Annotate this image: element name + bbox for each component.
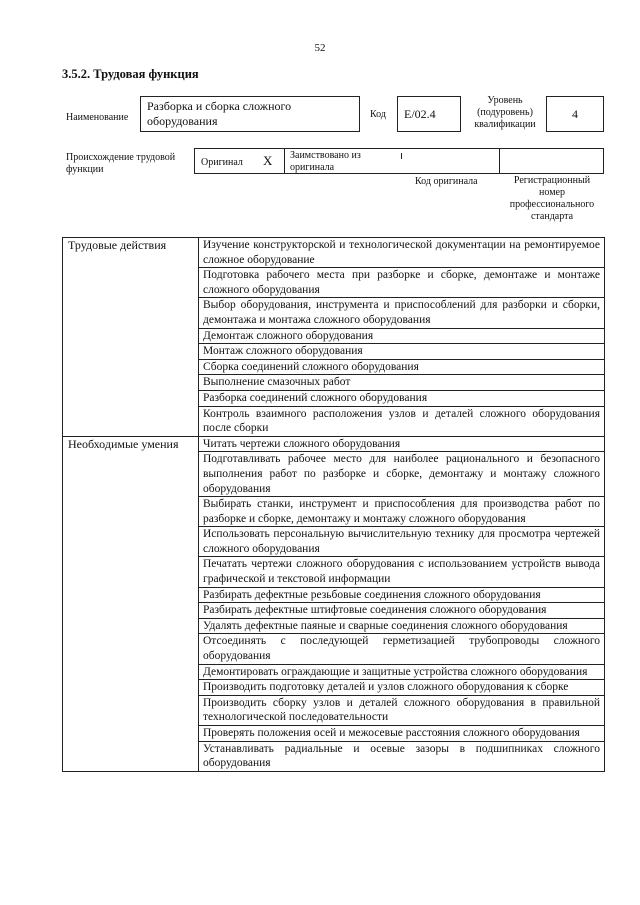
code-value: E/02.4 bbox=[397, 96, 461, 132]
labor-action-item: Монтаж сложного оборудования bbox=[199, 344, 605, 360]
table-row bbox=[63, 238, 605, 268]
origin-table bbox=[194, 148, 604, 174]
skill-category-label: Необходимые умения bbox=[63, 436, 199, 771]
origin-label: Происхождение трудовой функции bbox=[66, 152, 176, 175]
original-mark: X bbox=[263, 153, 273, 168]
labor-function-table bbox=[62, 237, 605, 772]
table-row bbox=[63, 436, 605, 452]
code-label: Код bbox=[370, 109, 386, 120]
skill-item: Демонтировать ограждающие и защитные устройства сложного оборудования bbox=[199, 664, 605, 680]
skill-item: Отсоединять с последующей герметизацией трубопроводы сложного оборудования bbox=[199, 634, 605, 664]
reg-number-label: Регистрационный номер профессионального стандарта bbox=[509, 175, 595, 222]
skill-item: Проверять положения осей и межосевые расстояния сложного оборудования bbox=[199, 726, 605, 742]
name-label: Наименование bbox=[66, 112, 129, 123]
code-original-label: Код оригинала bbox=[415, 176, 478, 187]
level-label: Уровень (подуровень) квалификации bbox=[474, 95, 536, 130]
borrowed-label: Заимствовано из оригинала bbox=[290, 150, 361, 173]
skill-item: Разбирать дефектные штифтовые соединения сложного оборудования bbox=[199, 603, 605, 619]
labor-action-item: Сборка соединений сложного оборудования bbox=[199, 359, 605, 375]
skill-item: Устанавливать радиальные и осевые зазоры в подшипниках сложного оборудования bbox=[199, 741, 605, 771]
skill-item: Печатать чертежи сложного оборудования с использованием устройств вывода графической и текстовой информации bbox=[199, 557, 605, 587]
skill-item: Производить сборку узлов и деталей сложного оборудования в правильной технологической последовательности bbox=[199, 695, 605, 725]
labor-action-item: Разборка соединений сложного оборудования bbox=[199, 390, 605, 406]
labor-action-item: Подготовка рабочего места при разборке и сборке, демонтаже и монтаже сложного оборудования bbox=[199, 268, 605, 298]
skill-item: Производить подготовку деталей и узлов сложного оборудования к сборке bbox=[199, 680, 605, 696]
page-number: 52 bbox=[314, 42, 326, 54]
skill-item: Читать чертежи сложного оборудования bbox=[199, 436, 605, 452]
labor-action-item: Выбор оборудования, инструмента и приспособлений для разборки и сборки, демонтажа и монтажа сложного оборудования bbox=[199, 298, 605, 328]
labor-action-item: Демонтаж сложного оборудования bbox=[199, 328, 605, 344]
skill-item: Разбирать дефектные резьбовые соединения сложного оборудования bbox=[199, 587, 605, 603]
labor-action-item: Контроль взаимного расположения узлов и деталей сложного оборудования после сборки bbox=[199, 406, 605, 436]
name-value: Разборка и сборка сложного оборудования bbox=[140, 96, 360, 132]
labor-action-item: Изучение конструкторской и технологической документации на ремонтируемое сложное оборудование bbox=[199, 238, 605, 268]
section-title: 3.5.2. Трудовая функция bbox=[62, 67, 199, 81]
original-label: Оригинал bbox=[201, 157, 243, 168]
skill-item: Удалять дефектные паяные и сварные соединения сложного оборудования bbox=[199, 618, 605, 634]
skill-item: Подготавливать рабочее место для наиболее рационального и безопасного выполнения работ по разборке и сборке, демонтажу и монтажу сложного оборудования bbox=[199, 452, 605, 497]
skill-item: Использовать персональную вычислительную технику для просмотра чертежей сложного оборудования bbox=[199, 527, 605, 557]
labor-action-item: Выполнение смазочных работ bbox=[199, 375, 605, 391]
labor-action-category-label: Трудовые действия bbox=[63, 238, 199, 437]
skill-item: Выбирать станки, инструмент и приспособления для производства работ по разборке и сборке, демонтажу и монтажу сложного оборудования bbox=[199, 497, 605, 527]
level-value: 4 bbox=[546, 96, 604, 132]
